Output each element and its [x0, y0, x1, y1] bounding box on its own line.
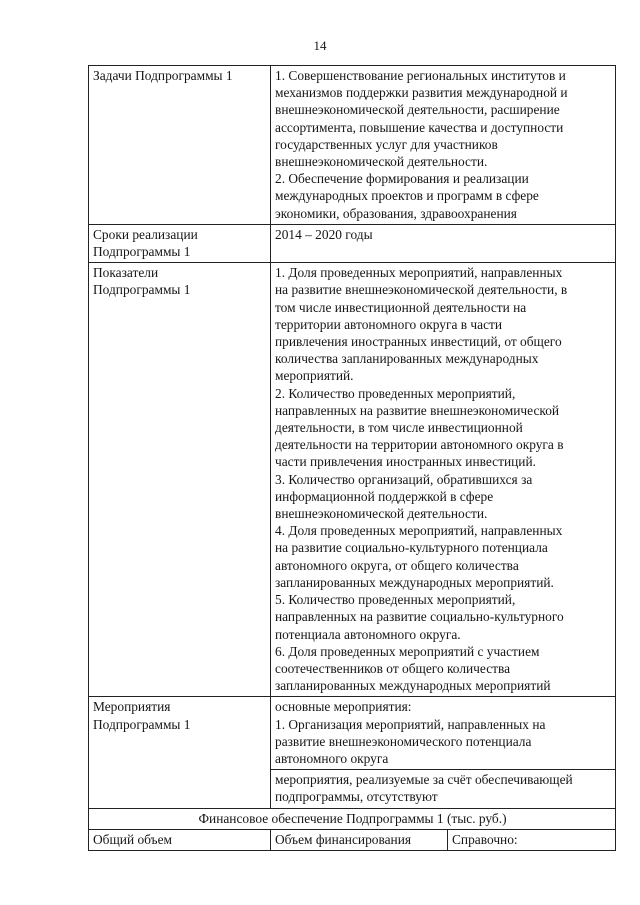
indicators-value-cell — [271, 263, 616, 697]
indicators-label: Показатели — [93, 265, 159, 281]
indicators-line: деятельности на территории автономного округа в — [275, 437, 564, 453]
activities-label: Мероприятия — [93, 699, 171, 715]
activities-line: 1. Организация мероприятий, направленных на — [275, 716, 546, 732]
indicators-line: территории автономного округа в части — [275, 316, 503, 332]
tasks-line: механизмов поддержки развития международной и — [275, 85, 568, 101]
indicators-line: количества запланированных международных — [275, 351, 539, 367]
tasks-label: Задачи Подпрограммы 1 — [93, 68, 233, 83]
activities-extra-line: подпрограммы, отсутствуют — [275, 789, 438, 805]
finance-header-cell — [89, 808, 616, 829]
tasks-line: 1. Совершенствование региональных институтов и — [275, 68, 566, 83]
tasks-line: внешнеэкономической деятельности, расширение — [275, 102, 560, 118]
activities-line: основные мероприятия: — [275, 699, 412, 715]
tasks-line: ассортимента, повышение качества и доступности — [275, 119, 564, 135]
tasks-line: внешнеэкономической деятельности. — [275, 154, 488, 170]
tasks-line: государственных услуг для участников — [275, 136, 498, 152]
tasks-line: экономики, образования, здравоохранения — [275, 205, 517, 221]
terms-label: Сроки реализации — [93, 226, 198, 242]
indicators-line: 3. Количество организаций, обратившихся за — [275, 471, 533, 487]
indicators-line: 6. Доля проведенных мероприятий с участием — [275, 643, 540, 659]
finance-total-label: Общий объем — [93, 831, 172, 847]
tasks-line: 2. Обеспечение формирования и реализации — [275, 171, 529, 187]
funding-volume-label: Объем финансирования — [271, 830, 448, 850]
activities-extra-line: мероприятия, реализуемые за счёт обеспечивающей — [275, 772, 573, 788]
indicators-line: деятельности, в том числе инвестиционной — [275, 420, 523, 436]
tasks-row — [89, 66, 616, 225]
indicators-line: 4. Доля проведенных мероприятий, направленных — [275, 523, 563, 539]
terms-value: 2014 – 2020 годы — [275, 226, 373, 242]
indicators-line: направленных на развитие внешнеэкономической — [275, 402, 560, 418]
indicators-line: потенциала автономного округа. — [275, 626, 461, 642]
subprogram-passport-table — [88, 65, 616, 851]
terms-row — [89, 224, 616, 262]
terms-value-cell — [271, 224, 616, 262]
activities-value-cell — [271, 697, 616, 770]
indicators-line: запланированных международных мероприятий. — [275, 574, 554, 590]
indicators-line: мероприятий. — [275, 368, 354, 384]
indicators-label-cell — [89, 263, 271, 697]
activities-line: автономного округа — [275, 750, 389, 766]
activities-line: развитие внешнеэкономического потенциала — [275, 733, 532, 749]
tasks-value-cell — [271, 66, 616, 225]
indicators-line: запланированных международных мероприятий — [275, 678, 551, 694]
indicators-line: на развитие внешнеэкономической деятельности, в — [275, 282, 568, 298]
indicators-line: автономного округа, от общего количества — [275, 557, 519, 573]
indicators-line: 5. Количество проведенных мероприятий, — [275, 592, 516, 608]
indicators-line: части привлечения иностранных инвестиций. — [275, 454, 536, 470]
indicators-line: внешнеэкономической деятельности. — [275, 506, 488, 522]
tasks-label-cell — [89, 66, 271, 225]
finance-total-cell — [89, 829, 271, 850]
indicators-label: Подпрограммы 1 — [93, 282, 191, 298]
indicators-line: информационной поддержкой в сфере — [275, 488, 494, 504]
indicators-line: 1. Доля проведенных мероприятий, направленных — [275, 265, 563, 281]
activities-row — [89, 697, 616, 770]
indicators-line: на развитие социально-культурного потенциала — [275, 540, 548, 556]
reference-label: Справочно: — [452, 831, 518, 847]
finance-header-row — [89, 808, 616, 829]
terms-label: Подпрограммы 1 — [93, 244, 191, 260]
finance-columns-row — [89, 829, 616, 850]
indicators-line: направленных на развитие социально-культурного — [275, 609, 564, 625]
indicators-row — [89, 263, 616, 697]
finance-header: Финансовое обеспечение Подпрограммы 1 (тыс. руб.) — [198, 810, 507, 826]
activities-label: Подпрограммы 1 — [93, 716, 191, 732]
indicators-line: соотечественников от общего количества — [275, 660, 511, 676]
indicators-line: том числе инвестиционной деятельности на — [275, 299, 527, 315]
indicators-line: 2. Количество проведенных мероприятий, — [275, 385, 516, 401]
page-number: 14 — [313, 38, 327, 53]
terms-label-cell — [89, 224, 271, 262]
tasks-line: международных проектов и программ в сфере — [275, 188, 539, 204]
activities-label-cell — [89, 697, 271, 808]
activities-extra-cell — [271, 770, 616, 808]
finance-split-cell — [271, 829, 616, 850]
indicators-line: привлечения иностранных инвестиций, от общего — [275, 334, 562, 350]
